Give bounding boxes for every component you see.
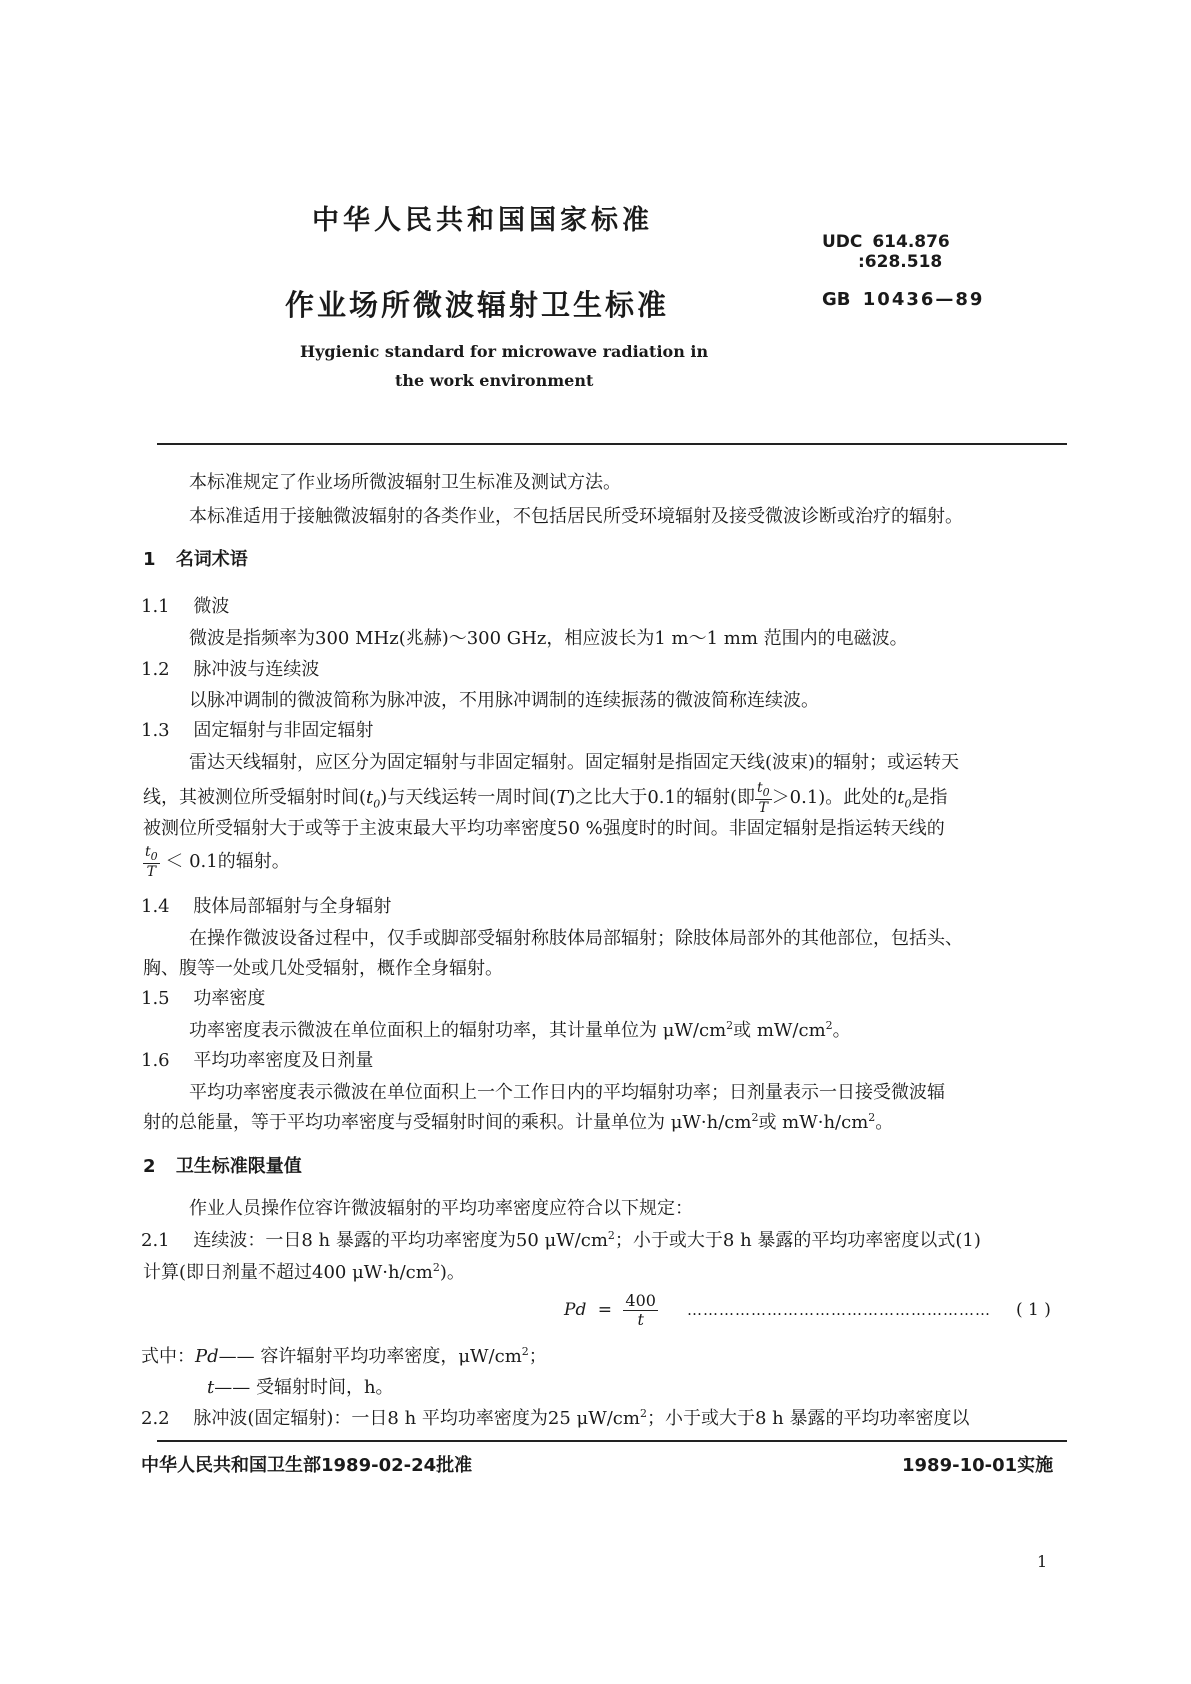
clause-2-2-text-a: 脉冲波(固定辐射)：一日8 h 平均功率密度为25 μW/cm (193, 1408, 640, 1429)
standard-title: 作业场所微波辐射卫生标准 (285, 288, 670, 322)
clause-1-5-body (189, 1016, 851, 1042)
clause-2-2-text-b: ；小于或大于8 h 暴露的平均功率密度以 (646, 1408, 970, 1429)
where-t-line (207, 1373, 394, 1399)
formula-leader-dots: ………………………………………………… (687, 1301, 991, 1319)
clause-1-5-number: 1.5 (141, 988, 170, 1009)
t0-letter-2: t (897, 787, 905, 808)
section-1-heading (143, 545, 248, 571)
clause-1-4-heading (141, 892, 391, 918)
formula-denominator: t (637, 1310, 644, 1329)
clause-1-3-line-4 (143, 842, 290, 882)
gb-number: 10436—89 (862, 289, 985, 310)
section-2-intro: 作业人员操作位容许微波辐射的平均功率密度应符合以下规定： (189, 1198, 693, 1219)
clause-2-2-line-1 (141, 1404, 969, 1430)
ratio-numerator-subscript: 0 (762, 785, 770, 799)
clause-1-2-number: 1.2 (141, 659, 170, 680)
udc-code-1: 614.876 (872, 232, 950, 252)
page-number: 1 (1037, 1552, 1048, 1571)
where-pd-end: ； (528, 1346, 547, 1367)
clause-2-1-text-a: 连续波：一日8 h 暴露的平均功率密度为50 μW/cm (193, 1230, 608, 1251)
ratio-numerator-letter-2: t (145, 844, 151, 861)
symbol-t0-2 (897, 787, 912, 811)
superscript-2g: 2 (521, 1345, 529, 1358)
clause-1-5-text-a: 功率密度表示微波在单位面积上的辐射功率，其计量单位为 μW/cm (189, 1020, 727, 1041)
clause-1-6-heading (141, 1046, 373, 1072)
udc-label: UDC (822, 232, 863, 252)
superscript-2e: 2 (607, 1229, 615, 1242)
header-divider (157, 443, 1067, 445)
formula-fraction (623, 1293, 658, 1328)
section-2-heading (143, 1152, 302, 1178)
clause-1-5-heading (141, 984, 265, 1010)
t0-letter: t (366, 787, 374, 808)
clause-1-3-line-4-text: ＜ 0.1的辐射。 (165, 851, 290, 872)
superscript-2f: 2 (432, 1261, 440, 1274)
udc-code-2: :628.518 (858, 252, 943, 272)
t0-subscript: 0 (373, 797, 381, 811)
section-1-number: 1 (143, 549, 156, 570)
section-1-title: 名词术语 (175, 549, 248, 570)
clause-1-3-line-2-text-e: 是指 (911, 787, 948, 808)
gb-label: GB (822, 289, 851, 310)
clause-1-1-body: 微波是指频率为300 MHz(兆赫)～300 GHz，相应波长为1 m～1 mm 范围内的电磁波。 (189, 628, 908, 649)
udc-code-block (822, 232, 950, 252)
formula-lhs: Pd (564, 1300, 587, 1320)
where-label: 式中： (141, 1346, 195, 1367)
clause-1-6-title: 平均功率密度及日剂量 (193, 1050, 374, 1071)
english-title-line-1: Hygienic standard for microwave radiation in (300, 342, 709, 361)
ratio-numerator-subscript-2: 0 (150, 849, 158, 863)
clause-1-4-line-2: 胸、腹等一处或几处受辐射，概作全身辐射。 (143, 958, 503, 979)
formula-equals: = (597, 1300, 612, 1320)
ratio-denominator: T (758, 799, 768, 816)
t0-subscript-2: 0 (904, 797, 912, 811)
national-standard-title: 中华人民共和国国家标准 (312, 205, 653, 236)
intro-paragraph-2: 本标准适用于接触微波辐射的各类作业，不包括居民所受环境辐射及接受微波诊断或治疗的辐射。 (189, 506, 963, 527)
clause-2-1-text-c: 计算(即日剂量不超过400 μW·h/cm (143, 1262, 433, 1283)
superscript-2: 2 (726, 1019, 734, 1032)
clause-2-1-text-b: ；小于或大于8 h 暴露的平均功率密度以式(1) (614, 1230, 981, 1251)
where-t-symbol: t (207, 1377, 215, 1398)
gb-number-block (822, 289, 984, 310)
where-pd-line (141, 1342, 547, 1368)
clause-1-3-line-1: 雷达天线辐射，应区分为固定辐射与非固定辐射。固定辐射是指固定天线(波束)的辐射；或运转天 (189, 752, 960, 773)
clause-1-4-line-1: 在操作微波设备过程中，仅手或脚部受辐射称肢体局部辐射；除肢体局部外的其他部位，包括头、 (189, 928, 963, 949)
clause-1-5-text-c: 。 (832, 1020, 851, 1041)
section-2-title: 卫生标准限量值 (175, 1156, 302, 1177)
clause-1-2-heading (141, 655, 319, 681)
clause-1-1-title: 微波 (193, 596, 230, 617)
superscript-2b: 2 (825, 1019, 833, 1032)
clause-1-3-heading (141, 716, 373, 742)
clause-2-1-line-2 (143, 1258, 465, 1284)
clause-2-1-text-d: )。 (439, 1262, 465, 1283)
clause-1-3-line-2-text-a: 线，其被测位所受辐射时间( (143, 787, 367, 808)
clause-1-4-title: 肢体局部辐射与全身辐射 (193, 896, 392, 917)
english-title-line-2: the work environment (395, 371, 594, 390)
footer-divider (157, 1440, 1067, 1442)
clause-1-6-text-c: 。 (875, 1112, 894, 1133)
ratio-numerator-letter: t (757, 780, 763, 797)
clause-1-5-text-b: 或 mW/cm (733, 1020, 826, 1041)
clause-1-6-text-b: 或 mW·h/cm (758, 1112, 869, 1133)
section-2-number: 2 (143, 1156, 156, 1177)
symbol-T: T (556, 787, 569, 808)
superscript-2c: 2 (751, 1111, 759, 1124)
clause-1-3-number: 1.3 (141, 720, 170, 741)
ratio-denominator-2: T (146, 863, 156, 880)
clause-1-6-number: 1.6 (141, 1050, 170, 1071)
clause-1-3-title: 固定辐射与非固定辐射 (193, 720, 374, 741)
approval-date: 中华人民共和国卫生部1989-02-24批准 (141, 1455, 473, 1476)
formula-tag: ( 1 ) (1016, 1300, 1051, 1320)
clause-1-5-title: 功率密度 (193, 988, 266, 1009)
clause-1-2-title: 脉冲波与连续波 (193, 659, 320, 680)
symbol-t0 (366, 787, 381, 811)
ratio-numerator (755, 781, 772, 800)
clause-1-6-text-a: 射的总能量，等于平均功率密度与受辐射时间的乘积。计量单位为 μW·h/cm (143, 1112, 752, 1133)
clause-1-1-number: 1.1 (141, 596, 170, 617)
clause-2-2-number: 2.2 (141, 1408, 170, 1429)
ratio-fraction-line-4 (143, 845, 160, 879)
clause-1-6-line-2 (143, 1108, 893, 1134)
clause-1-3-line-2-text-b: )与天线运转一周时间( (380, 787, 557, 808)
ratio-numerator-2 (143, 845, 160, 864)
where-t-description: —— 受辐射时间，h。 (214, 1377, 394, 1398)
superscript-2d: 2 (868, 1111, 876, 1124)
where-pd-description: —— 容许辐射平均功率密度，μW/cm (218, 1346, 522, 1367)
formula-numerator: 400 (625, 1291, 656, 1310)
formula-1 (564, 1285, 658, 1335)
effective-date: 1989-10-01实施 (902, 1455, 1054, 1476)
clause-1-3-line-2-text-c: )之比大于0.1的辐射(即 (568, 787, 755, 808)
clause-1-3-line-3: 被测位所受辐射大于或等于主波束最大平均功率密度50 %强度时的时间。非固定辐射是指运转天线的 (143, 818, 945, 839)
clause-2-1-number: 2.1 (141, 1230, 170, 1251)
clause-1-3-line-2-text-d: ＞0.1)。此处的 (771, 787, 898, 808)
ratio-fraction-inline (755, 781, 772, 815)
clause-1-1-heading (141, 592, 229, 618)
clause-1-2-body: 以脉冲调制的微波简称为脉冲波，不用脉冲调制的连续振荡的微波简称连续波。 (189, 690, 819, 711)
clause-2-1-line-1 (141, 1226, 981, 1252)
superscript-2h: 2 (639, 1407, 647, 1420)
clause-1-6-line-1: 平均功率密度表示微波在单位面积上一个工作日内的平均辐射功率；日剂量表示一日接受微波辐 (189, 1082, 945, 1103)
clause-1-4-number: 1.4 (141, 896, 170, 917)
intro-paragraph-1: 本标准规定了作业场所微波辐射卫生标准及测试方法。 (189, 472, 621, 493)
where-pd-symbol: Pd (195, 1346, 219, 1367)
